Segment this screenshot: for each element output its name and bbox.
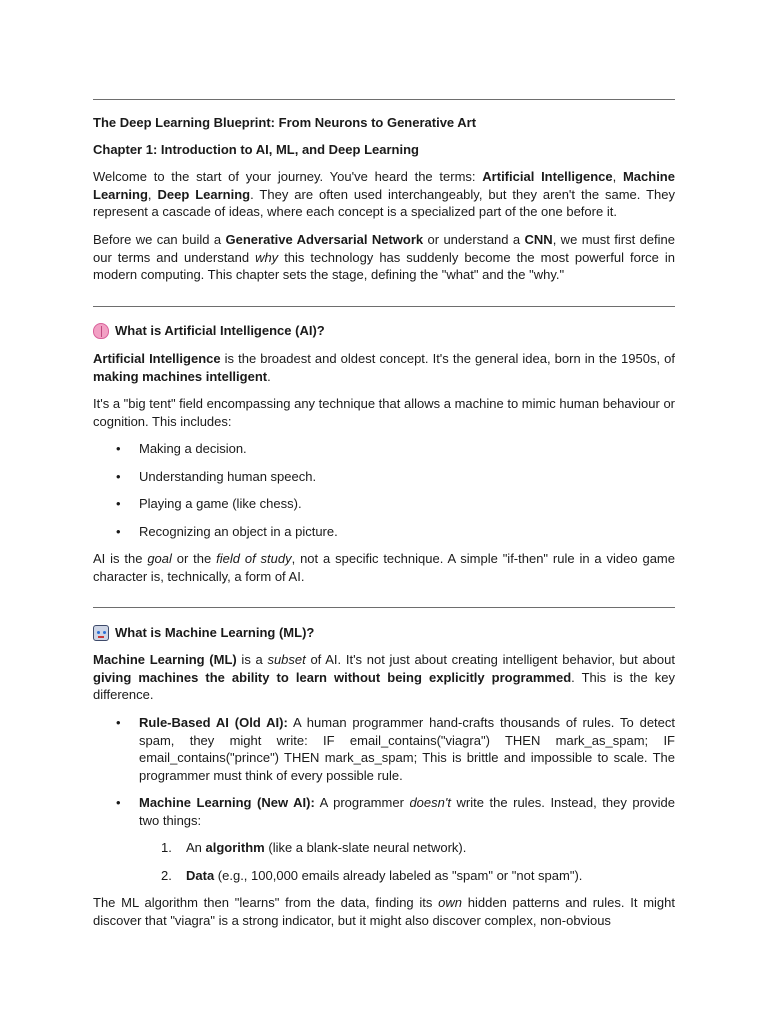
list-item: • Machine Learning (New AI): A programmer doesn't write the rules. Instead, they provide two things: [93, 794, 675, 829]
ai-paragraph-1: Artificial Intelligence is the broadest and oldest concept. It's the general idea, born in the 1950s, of making machines intelligent. [93, 351, 675, 384]
ai-examples-list [93, 440, 675, 540]
chapter-title: Chapter 1: Introduction to AI, ML, and Deep Learning [93, 142, 419, 157]
divider [93, 607, 675, 608]
ai-section-heading: What is Artificial Intelligence (AI)? [93, 322, 325, 340]
robot-icon [93, 625, 109, 641]
list-item: 2. Data (e.g., 100,000 emails already labeled as "spam" or "not spam"). [161, 867, 583, 883]
ml-paragraph-2: The ML algorithm then "learns" from the data, finding its own hidden patterns and rules. It might discover that "viagra" is a strong indicator, but it might also discover complex, non-obvious [93, 895, 675, 928]
ml-section-heading: What is Machine Learning (ML)? [93, 624, 314, 642]
list-item: • Making a decision. [93, 440, 675, 458]
list-item: • Recognizing an object in a picture. [93, 523, 675, 541]
list-item: • Rule-Based AI (Old AI): A human programmer hand-crafts thousands of rules. To detect spam, they might write: IF email_contains("viagra") THEN mark_as_spam; IF email_contains("prince") THEN mark_as_spam; This is brittle and impossible to scale. The programmer must think of every possible rule. [93, 714, 675, 784]
divider [93, 99, 675, 100]
list-item: • Understanding human speech. [93, 468, 675, 486]
document-title: The Deep Learning Blueprint: From Neurons to Generative Art [93, 115, 477, 130]
brain-icon [93, 323, 109, 339]
intro-paragraph-2: Before we can build a Generative Adversarial Network or understand a CNN, we must first define our terms and understand why this technology has suddenly become the most powerful force in modern computing. This chapter sets the stage, defining the "what" and the "why." [93, 232, 676, 282]
ml-paragraph-1: Machine Learning (ML) is a subset of AI. It's not just about creating intelligent behavior, but about giving machines the ability to learn without being explicitly programmed. This is the key difference. [93, 652, 675, 702]
list-item: 1. An algorithm (like a blank-slate neural network). [161, 840, 467, 855]
ai-paragraph-3: AI is the goal or the field of study, not a specific technique. A simple "if-then" rule in a video game character is, technically, a form of AI. [93, 551, 675, 584]
ai-paragraph-2: It's a "big tent" field encompassing any technique that allows a machine to mimic human behaviour or cognition. This includes: [93, 396, 675, 429]
list-item: • Playing a game (like chess). [93, 495, 675, 513]
ml-inputs-list [93, 839, 675, 884]
intro-paragraph-1: Welcome to the start of your journey. You've heard the terms: Artificial Intelligence, Machine Learning, Deep Learning. They are often used interchangeably, but they aren't the same. They represent a cascade of ideas, where each concept is a specialized part of the one before it. [93, 169, 676, 219]
ml-comparison-list [93, 714, 675, 829]
divider [93, 306, 675, 307]
